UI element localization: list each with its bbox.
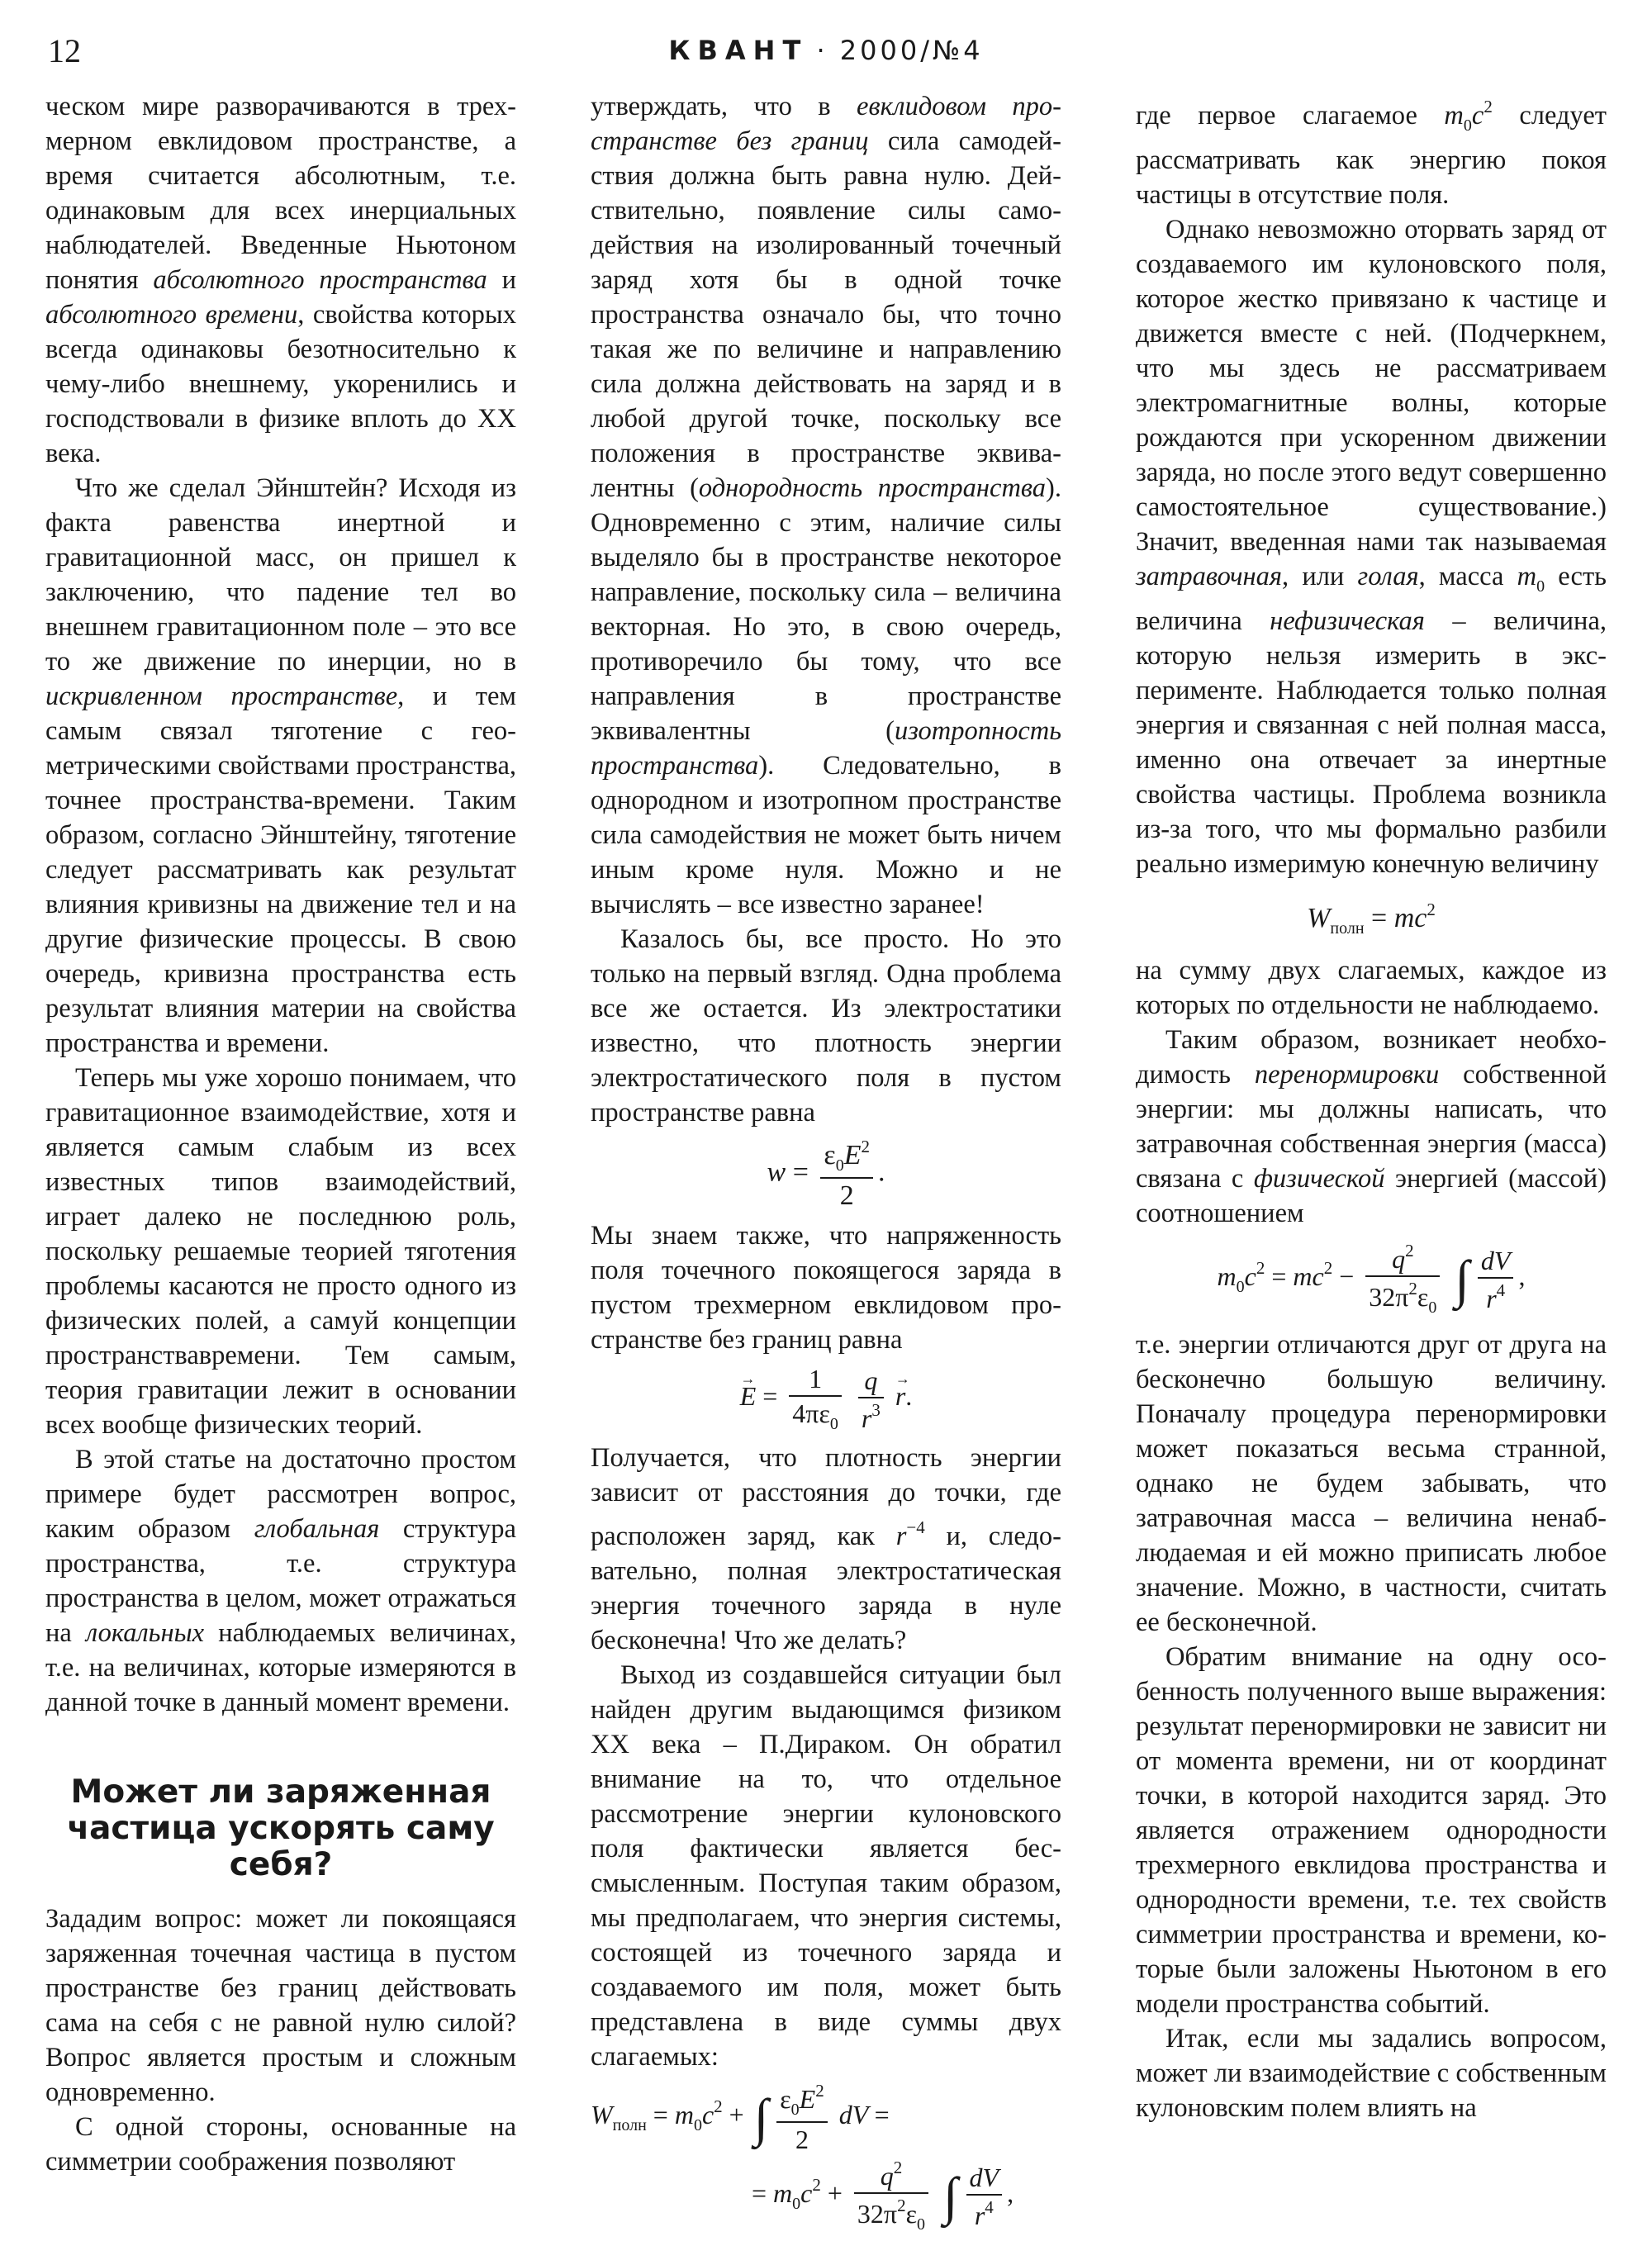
running-head [0,35,1652,66]
emphasis: физической [1253,1164,1385,1194]
text: Получается, что плотность энергии зависит от расстояния до точки, где расположен заряд, как [591,1443,1061,1551]
issue-number: · 2000/№4 [816,35,984,66]
text: , масса [1418,562,1517,591]
math-c: c [1471,101,1484,131]
text: , свойства которых всегда одинаковы безотносительно к чему-либо внешнему, укоренились и господствовали в физике вплоть до XX века. [45,300,516,468]
text: есть величина [1136,562,1607,636]
text: Теперь мы уже хорошо понимаем, что гравитационное взаимодействие, хотя и является самым слабым из всех известных типов взаимодействий, играет далеко не последнюю роль, поскольку решаемые теорией тяготения проблемы касаются не просто одного из физических полей, а самуй концепции пространствавремени. Тем самым, теория гравитации лежит в основании всех вообще физических теорий. [45,1063,516,1440]
paragraph [1136,953,1607,1023]
text: – величина, которую нельзя измерить в эксперименте. Наблюдается только полная энергия и связанная с ней полная масса, именно она отвечает за инертные свойства частицы. Проблема возникла из-за того, что мы формально разбили реально измеримую конечную величину [1136,606,1607,879]
emphasis: затравочная [1136,562,1282,591]
text: Выход из создавшейся ситуации был найден другим выдающимся физиком XX века – П.Дираком. Он обратил внимание на то, что отдельное рассмотрение энергии кулоновского поля фактически является бессмысленным. Поступая таким образом, мы предполагаем, что энергия системы, состоящей из точечного заряда и создаваемого им поля, может быть представлена в виде суммы двух слагаемых: [591,1660,1061,2072]
formula-energy-density: w = $\frac{\varepsilon_0E^2}{2}$ . [767,1137,885,1211]
journal-name: КВАНТ [668,35,809,66]
emphasis: перенормировки [1254,1060,1440,1090]
paragraph [591,89,1061,922]
emphasis: абсолютного пространства [153,265,487,295]
text: структура пространства, т.е. структура пространства в целом, может отражаться на [45,1514,516,1648]
math-sub: 0 [1463,116,1472,135]
paragraph [1136,1640,1607,2021]
emphasis: глобальная [254,1514,380,1544]
emphasis: локальных [86,1618,205,1648]
column-2 [591,89,1061,2241]
text: ческом мире разворачиваются в трехмерном евклидовом пространстве, а время считается абсолютным, т.е. одинаковым для всех инерциальных наблюдателей. Введенные Ньютоном понятия [45,92,516,295]
text: Обратим внимание на одну особенность полученного выше выражения: результат перенормировки не зависит ни от момента времени, ни от координат точки, в которой находится заряд. Это является отражением однородности трехмерного евклидова пространства и однородности времени, т.е. тех свойств симметрии пространства и времени, которые были заложены Ньютоном в его модели пространства событий. [1136,1642,1607,2019]
emphasis: евклидовом пространстве без границ [591,92,1061,156]
text: на сумму двух слагаемых, каждое из которых по отдельности не наблюдаемо. [1136,956,1607,1020]
formula-total-energy: $W_{полн} = m_0c^2$ + ∫ $\frac{\varepsilon_0E^2}{2}$ dV = = $m_0c^2$ + $\frac{q^2}{32\pi^2\varepsilon_0}$ ∫ $\frac{dV}{r^4}$ , [591,2081,1014,2234]
text: где первое слагаемое [1136,101,1445,131]
paragraph [591,1441,1061,1658]
emphasis: голая [1357,562,1419,591]
text: ). Следовательно, в однородном и изотропном пространстве сила самодействия не может быть ничем иным кроме нуля. Можно и не вычислять – все известно заранее! [591,751,1061,919]
text: В этой статье на достаточно простом примере будет рассмотрен вопрос, каким образом [45,1445,516,1544]
paragraph [45,1442,516,1720]
text: Таким образом, возникает необходимость [1136,1025,1607,1090]
paragraph [1136,2021,1607,2125]
text: собственной энергии: мы должны написать, что затравочная собственная энергия (масса) связана с [1136,1060,1607,1194]
text: наблюдаемых величинах, т.е. на величинах, которые измеряются в данной точке в данный момент времени. [45,1618,516,1717]
math-m: m [1444,101,1464,131]
paragraph [591,922,1061,1130]
paragraph [45,1902,516,2110]
math-exponent: −4 [906,1517,925,1537]
emphasis: искривленном пространстве [45,681,398,711]
paragraph [45,471,516,1061]
paragraph [591,1218,1061,1357]
text: ). Одновременно с этим, наличие силы выделяло бы в пространстве некоторое направление, поскольку сила – величина векторная. Но это, в свою очередь, противоречило бы тому, что все направления в пространстве эквивалентны ( [591,473,1061,746]
text: сила самодействия должна быть равна нулю. Действительно, появление силы самодействия на изолированный точечный заряд хотя бы в одной точке пространства означало бы, что точно такая же по величине и направлению сила должна действовать на заряд и в любой другой точке, поскольку все положения в пространстве эквивалентны ( [591,126,1061,503]
math-m: m [1517,562,1537,591]
text: Что же сделал Эйнштейн? Исходя из факта равенства инертной и гравитационной масс, он пришел к заключению, что падение тел во внешнем гравитационном поле – это все то же движение по инерции, но в [45,473,516,677]
emphasis: нефизическая [1270,606,1425,636]
text: и [487,265,516,295]
paragraph [45,89,516,471]
text: Казалось бы, все просто. Но это только на первый взгляд. Одна проблема все же остается. Из электростатики известно, что плотность энергии электростатического поля в пустом пространстве равна [591,924,1061,1128]
formula-total-mass: $W_{полн} = mc^2$ [1307,900,1436,938]
paragraph [45,2110,516,2179]
paragraph [591,1658,1061,2074]
text: , или [1281,562,1358,591]
text: Мы знаем также, что напряженность поля точечного покоящегося заряда в пустом трехмерном евклидовом пространстве без границ равна [591,1221,1061,1355]
paragraph [1136,212,1607,881]
math-r: r [895,1522,907,1551]
page-number: 12 [48,32,81,69]
emphasis: абсолютного времени [45,300,298,330]
text: Итак, если мы задались вопросом, может ли взаимодействие с собственным кулоновским полем влиять на [1136,2024,1607,2123]
math-sup: 2 [1483,97,1493,116]
emphasis: однородность пространства [698,473,1047,503]
text: Зададим вопрос: может ли покоящаяся заряженная точечная частица в пустом пространстве без границ действовать сама на себя с не равной нулю силой? Вопрос является простым и сложным одновременно. [45,1904,516,2107]
text: С одной стороны, основанные на симметрии соображения позволяют [45,2112,516,2177]
text: , и тем самым связал тяготение с геометрическими свойствами пространства, точнее пространства-времени. Таким образом, согласно Эйнштейну, тяготение следует рассматривать как результат влияния кривизны на движение тел и на другие физические процессы. В свою очередь, кривизна пространства есть результат влияния материи на свойства пространства и времени. [45,681,516,1058]
text: энергией (массой) соотношением [1136,1164,1607,1228]
column-1 [45,89,516,2179]
formula-renormalization: $m_0c^2 = mc^2$ − $\frac{q^2}{32\pi^2\varepsilon_0}$ ∫ $\frac{dV}{r^4}$ , [1217,1241,1526,1317]
paragraph [1136,89,1607,212]
math-sub: 0 [1536,577,1545,596]
emphasis: изотропность пространства [591,716,1061,781]
text: следует рассматривать как энергию покоя частицы в отсутствие поля. [1136,101,1607,210]
text: и, следовательно, полная электростатическая энергия точечного заряда в нуле бесконечна! Что же делать? [591,1522,1061,1655]
paragraph [1136,1327,1607,1640]
text: утверждать, что в [591,92,857,121]
column-3 [1136,89,1607,2125]
formula-coulomb-field: → E = $\frac{1}{4\pi\varepsilon_0}$ $\frac{q}{r^3}$ → r. [591,1365,1061,1432]
paragraph [45,1061,516,1442]
text: Однако невозможно оторвать заряд от создаваемого им кулоновского поля, которое жестко привязано к частице и движется вместе с ней. (Подчеркнем, что мы здесь не рассматриваем электромагнитные волны, которые рождаются при ускоренном движении заряда, но после этого ведут совершенно самостоятельное существование.) Значит, введенная нами так называемая [1136,215,1607,557]
section-heading: Может ли заряженная частица ускорять саму себя? [67,1773,495,1883]
paragraph [1136,1023,1607,1231]
text: т.е. энергии отличаются друг от друга на бесконечно большую величину. Поначалу процедура перенормировки может показаться весьма странной, однако не будем забывать, что затравочная масса – величина ненаблюдаемая и ей можно приписать любое значение. Можно, в частности, считать ее бесконечной. [1136,1330,1607,1637]
